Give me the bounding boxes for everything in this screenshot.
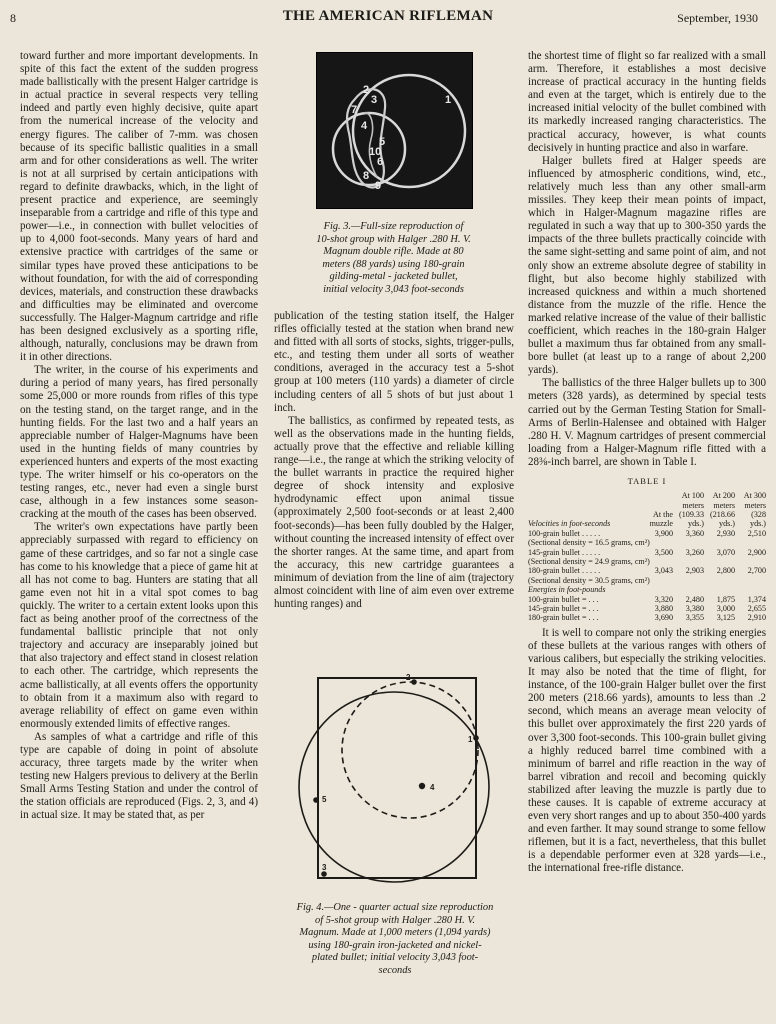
shot-label: 4 — [430, 783, 435, 792]
paragraph: It is well to compare not only the striking energies of these bullets at the various ranges with others of various calibers, but especially the striking velocities. It may also be noted that the time of flight, for instance, of the 100-grain Halger bullet over the first 200 meters (218.66 yards), amounts to less than .2 second, which means an average mean velocity of this bullet over approximately the first 220 yards of over 3,300 foot-seconds. This 100-grain bullet giving a highly reduced barrel time combined with a minimum of barrel and rifle reaction in the way of barrel vibration and recoil and becoming quickly stabilized after leaving the muzzle is partly due to these causes. It is capable of extreme accuracy at even very short ranges and up to about 350-400 yards and even farther. It may sound strange to some fellow riflemen, but it is a fact, nevertheless, that this bullet is a dependable performer even at 328 yards—i.e., the international free-rifle distance. — [528, 626, 766, 875]
page-number: 8 — [10, 11, 16, 25]
table-cell: 1,374 — [747, 594, 766, 604]
figure-3-photo — [316, 52, 473, 209]
figure-4-target-diagram — [290, 664, 500, 889]
table-row — [528, 613, 766, 622]
table-row — [528, 604, 766, 613]
table-row — [528, 566, 766, 575]
page-header — [0, 8, 776, 28]
table-cell: 3,355 — [685, 613, 704, 623]
table-row-header: Velocities in foot-seconds — [528, 519, 611, 529]
table-cell: 2,910 — [747, 613, 766, 623]
paragraph: The writer, in the course of his experiments and during a period of many years, has fired personally some 25,000 or more rounds from rifles of this type on the testing stand, on the target range, and in the hunting fields. For the last two and a half years an appreciable number of Halger-Magnums have been used in the hunting fields of many countries by experienced hunters and experts of the most exacting type. The writer himself or his co-operators on the testing ranges, etc., never had even a single burst case, although in a few instances some season-cracking at the mouth of the cases has been observed. — [20, 364, 258, 521]
table-cell: 145-grain bullet = . . . — [528, 603, 599, 613]
table-column-header: At the muzzle — [649, 509, 673, 529]
shot-label: 1 — [445, 94, 452, 106]
table-cell: 3,070 — [716, 547, 735, 557]
table-cell: 3,360 — [685, 528, 704, 538]
table-cell: 3,125 — [716, 613, 735, 623]
table-column-header: At 100 meters (109.33 yds.) — [679, 491, 704, 529]
table-column-header: At 200 meters (218.66 yds.) — [710, 491, 735, 529]
table-cell: 3,690 — [654, 613, 673, 623]
paragraph: The ballistics of the three Halger bullets up to 300 meters (328 yards), as determined by special tests carried out by the German Testing Station for Small-Arms of Berlin-Halensee and obtained with Halger .280 H. V. Magnum cartridges of present commercial loading from a Halger-Magnum rifle fitted with a 28⅜-inch barrel, are shown in Table I. — [528, 377, 766, 468]
table-section-header — [528, 585, 766, 594]
table-cell: 2,903 — [685, 566, 704, 576]
table-cell: 180-grain bullet . . . . . — [528, 566, 601, 576]
table-cell: 100-grain bullet . . . . . — [528, 528, 601, 538]
table-cell: 3,880 — [654, 603, 673, 613]
shot-label: 5 — [379, 136, 386, 148]
table-cell: (Sectional density = 16.5 grams, cm²) — [528, 538, 650, 548]
table-cell: 2,900 — [747, 547, 766, 557]
article-column-1 — [20, 50, 258, 823]
ballistics-table — [528, 491, 766, 623]
table-row — [528, 529, 766, 538]
table-cell: 2,480 — [685, 594, 704, 604]
table-cell: (Sectional density = 30.5 grams, cm²) — [528, 575, 650, 585]
paragraph: toward further and more important developments. In spite of this fact the extent of the sudden progress made ballistically with the present Halger cartridge is in actual practice in several respects very telling indeed and partly even highly decisive, quite apart from the numerical increase of the velocity and energy figures. The caliber of 7-mm. was chosen because of its specific ballistic qualities in a small arm and for other considerations as well. The writer is not at all surprised by certain anticipations with regard to definite drawbacks, which, in the light of present practice and experience, are seemingly inseparable from a cartridge and rifle of this type and power—i.e., in connection with bullet velocities of up to 4,000 foot-seconds. Many years of hard and extensive practice with cartridges of the same or similar types have proved these anticipations to be without foundation, for with the aid of corresponding devices, materials, and construction these drawbacks and difficulties may be eliminated and overcome successfully. The Halger-Magnum cartridge and rifle has been designed exclusively as a sporting rifle, although, naturally, conclusions may be drawn from it in other directions. — [20, 50, 258, 364]
shot-label: 4 — [361, 120, 368, 132]
table-cell: 180-grain bullet = . . . — [528, 613, 599, 623]
table-cell: (Sectional density = 24.9 grams, cm²) — [528, 556, 650, 566]
issue-date: September, 1930 — [677, 11, 758, 25]
table-cell: 3,320 — [654, 594, 673, 604]
shot-label: 6 — [377, 156, 384, 168]
table-cell: 145-grain bullet . . . . . — [528, 547, 601, 557]
magazine-title: THE AMERICAN RIFLEMAN — [282, 8, 494, 24]
figure-4-caption: Fig. 4.—One - quarter actual size reproduction of 5-shot group with Halger .280 H. V. Magnum. Made at 1,000 meters (1,094 yards) using 180-grain iron-jacketed and nickel-plated bullet; initial velocity 3,043 foot-seconds — [296, 902, 494, 976]
table-cell: Energies in foot-pounds — [528, 585, 606, 595]
figure-3-caption: Fig. 3.—Full-size reproduction of 10-shot group with Halger .280 H. V. Magnum double rifle. Made at 80 meters (88 yards) using 180-grain gilding-metal - jacketed bullet, initial velocity 3,043 foot-seconds — [316, 221, 471, 295]
table-cell: 3,500 — [654, 547, 673, 557]
table-cell: 2,700 — [747, 566, 766, 576]
article-column-3 — [528, 50, 766, 876]
table-cell: 2,930 — [716, 528, 735, 538]
table-cell: 2,655 — [747, 603, 766, 613]
table-row — [528, 548, 766, 557]
table-row — [528, 595, 766, 604]
shot-label: 3 — [322, 863, 327, 872]
table-cell: 1,875 — [716, 594, 735, 604]
table-cell: 3,000 — [716, 603, 735, 613]
table-row-note — [528, 538, 766, 547]
shot-label: 1 — [468, 735, 473, 744]
shot-label: 10 — [369, 146, 382, 158]
paragraph: publication of the testing station itself, the Halger rifles officially tested at the station when brand new and fitted with all sorts of stocks, sights, trigger-pulls, etc., and testing them under all sorts of weather conditions, averaged in the accuracy test a 5-shot group at 100 meters (110 yards) a diameter of circle including centers of all 5 shots of but just about 1 inch. — [274, 310, 514, 414]
table-header-row — [528, 491, 766, 529]
table-title: TABLE I — [627, 476, 667, 486]
paragraph: Halger bullets fired at Halger speeds are influenced by atmospheric conditions, wind, etc., relatively much less than any other small-arm missiles. They keep their mean points of impact, which in Halger-Magnum magazine rifles are regulated in such a way that up to 300-350 yards the impacts of the three bullets practically coincide with the same sight-setting and same point of aim, and not only show an extreme absolute degree of stability in flight, but also become highly stabilized with increased quickness and within a much shortened distance from the muzzle of the rifle. Hence the marked relative increase of the value of their ballistic coefficient, which reaches in the 180-grain Halger bullet a maximum thus far obtained from any small-bore bullet (at least up to a range of about 2,200 yards). — [528, 154, 766, 377]
table-cell: 100-grain bullet = . . . — [528, 594, 599, 604]
table-row-note — [528, 557, 766, 566]
article-column-2 — [274, 310, 514, 611]
table-cell: 3,043 — [654, 566, 673, 576]
table-cell: 2,510 — [747, 528, 766, 538]
shot-label: 9 — [375, 180, 382, 192]
shot-label: 5 — [322, 795, 327, 804]
paragraph: The writer's own expectations have partly been appreciably surpassed with regard to efficiency on game of these cartridges, and so far not a single case has come to his knowledge that a piece of game hit at all has not come to bag. Hunters are stating that all game even not hit in a vital spot comes to bag quickly. The writer to a certain extent looks upon this fact as being another proof of the correctness of the fundamental ballistic principle that not only trajectory and accuracy are inseparably joined but that also trajectory and effect stand in closest relation to each other. The cartridge, which represents the acme ballistically, at all events offers the opportunity to obtain from it a maximum also with regard to average reliability of effect on game even within enormously extended limits of effective ranges. — [20, 521, 258, 730]
paragraph: the shortest time of flight so far realized with a small arm. Therefore, it establishes a most decisive increase of practical accuracy in the hunting fields and even at the target, which is entirely due to the increased initial velocity of the bullet combined with its markedly increased ranging characteristics. The practical accuracy, however, is what counts decisively in hunting practice and also in warfare. — [528, 50, 766, 154]
table-column-header: At 300 meters (328 yds.) — [743, 491, 766, 529]
table-cell: 3,380 — [685, 603, 704, 613]
paragraph: The ballistics, as confirmed by repeated tests, as well as the observations made in the hunting fields, actually prove that the effective and reliable killing range—i.e., the range at which the striking velocity of the bullet warrants in practice the required higher degree of shock intensity and explosive hydrodynamic effect upon animal tissue (approximately 2,500 foot-seconds or at least 2,400 foot-seconds)—has been fully doubled by the Halger, without counting the increased intensity of effect over the shorter ranges. At the same time, and apart from the accuracy, this new cartridge guarantees a minimum of deviation from the line of aim (trajectory almost coincident with line of aim even over extreme hunting ranges) and — [274, 414, 514, 611]
shot-label: 3 — [371, 94, 378, 106]
shot-label: 8 — [363, 170, 370, 182]
table-row-note — [528, 576, 766, 585]
table-cell: 3,260 — [685, 547, 704, 557]
shot-label: 2 — [363, 84, 370, 96]
table-cell: 3,900 — [654, 528, 673, 538]
figure-4 — [290, 664, 500, 978]
table-cell: 2,800 — [716, 566, 735, 576]
shot-label: 7 — [351, 104, 358, 116]
figure-3 — [316, 52, 471, 297]
shot-label: 2 — [406, 673, 411, 682]
paragraph: As samples of what a cartridge and rifle of this type are capable of doing in point of absolute accuracy, three targets made by the writer when testing new Halgers previous to delivery at the Berlin Small Arms Testing Station and under the control of the station officials are reproduced (Figs. 2, 3, and 4) in actual size. It may be stated that, as per — [20, 730, 258, 822]
